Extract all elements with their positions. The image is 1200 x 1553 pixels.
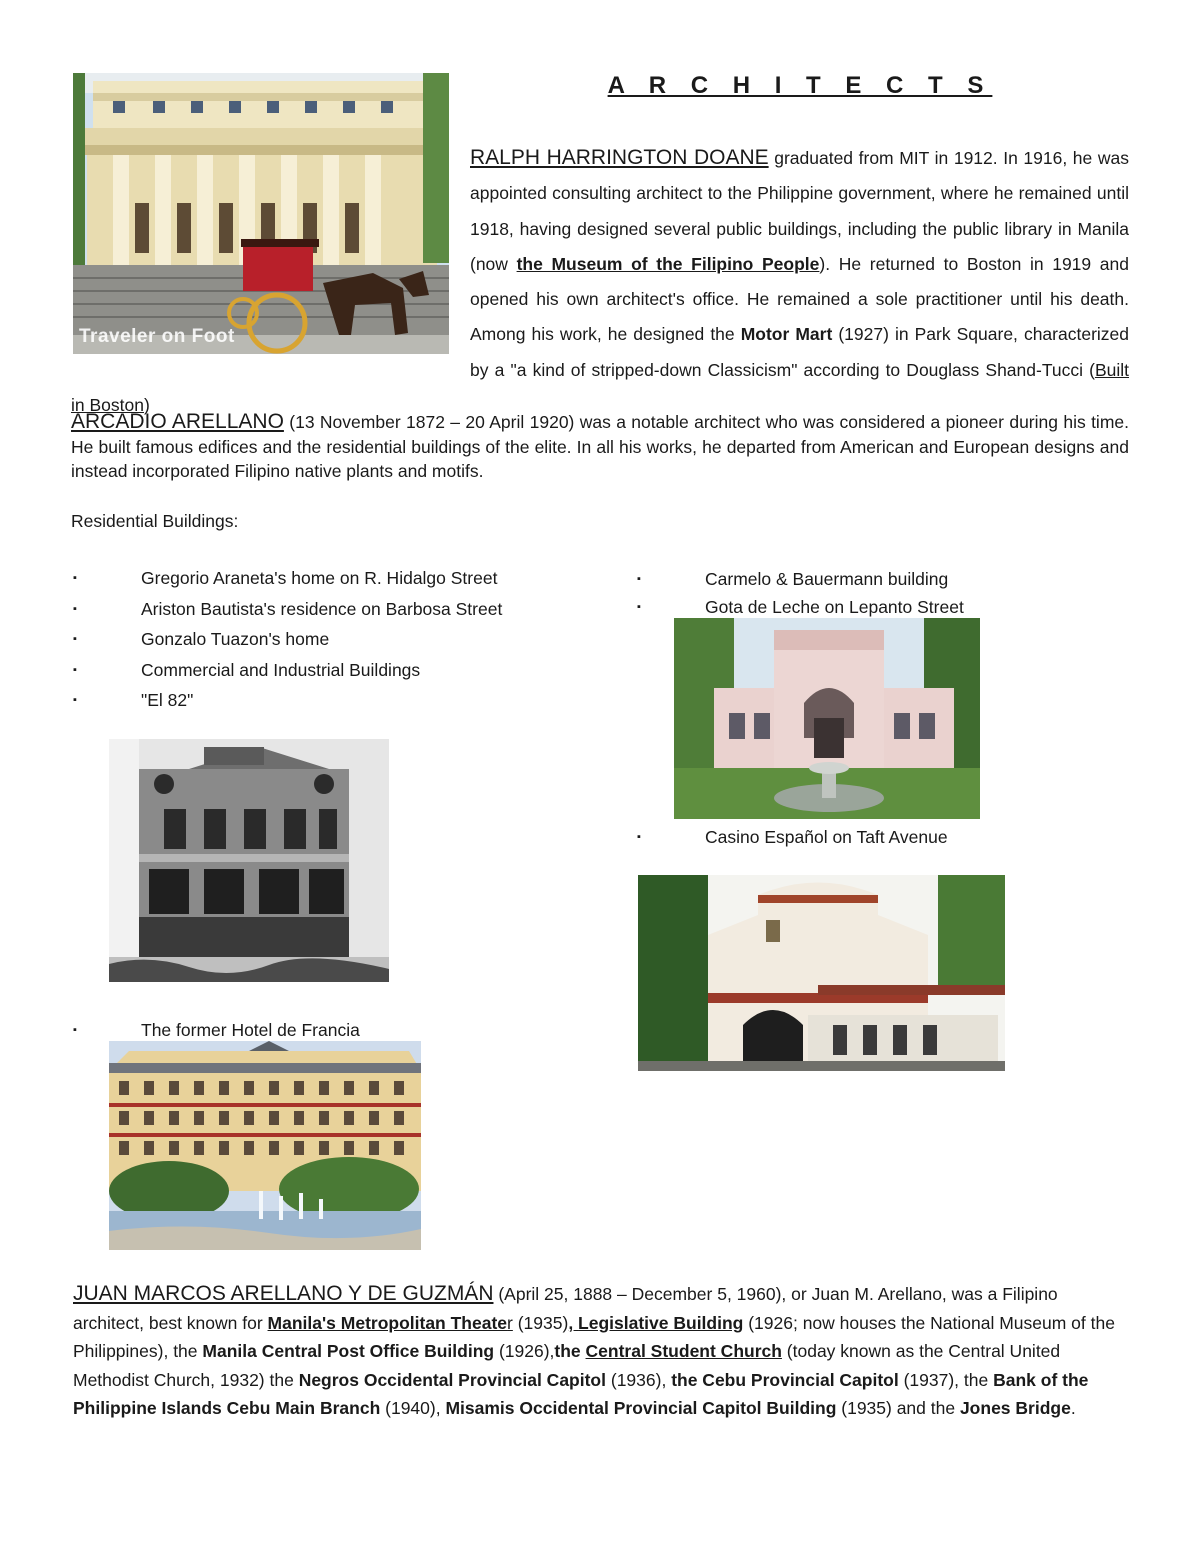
central-student-church-link[interactable]: Central Student Church [585, 1341, 782, 1361]
bullet-icon: ▪ [73, 633, 77, 645]
list-item-label: "El 82" [141, 690, 194, 710]
list-item-label: Gonzalo Tuazon's home [141, 629, 330, 649]
list-item-label: Gregorio Araneta's home on R. Hidalgo Street [141, 568, 498, 588]
metropolitan-theater-link[interactable]: Manila's Metropolitan Theate [267, 1312, 508, 1333]
bullet-icon: ▪ [637, 831, 641, 843]
built-in-boston-link[interactable]: Built in Boston [71, 359, 1129, 416]
bpi-cebu-branch: Bank of the Philippine Islands Cebu Main Branch [73, 1369, 1089, 1418]
list-item-label: Commercial and Industrial Buildings [141, 660, 421, 680]
juan-text: the [554, 1341, 586, 1361]
juan-text: (1926; now houses the National Museum of the Philippines), the [73, 1312, 1115, 1361]
arcadio-paragraph [71, 410, 1129, 484]
juan-text: (today known as the Central United Methodist Church, 1932) the [73, 1341, 1061, 1390]
list-item-label: Gota de Leche on Lepanto Street [705, 597, 964, 617]
museum-link[interactable]: the Museum of the Filipino People [516, 253, 820, 274]
bullet-icon: ▪ [637, 601, 641, 613]
residential-label: Residential Buildings: [71, 511, 239, 531]
misamis-capitol: Misamis Occidental Provincial Capitol Building [445, 1398, 837, 1418]
doane-text-3: (1927) in Park Square, characterized by a "a kind of stripped-down Classicism" according to Douglass Shand-Tucci ( [470, 324, 1130, 380]
doane-text-1: graduated from MIT in 1912. In 1916, he was appointed consulting architect to the Philippine government, where he remained until 1918, having designed several public buildings, including the public library in Manila (now [470, 148, 1129, 274]
juan-text: (1936), [606, 1369, 672, 1390]
gota-de-leche-photo [674, 618, 980, 819]
casino-espanol-photo [638, 875, 1005, 1071]
juan-paragraph [73, 1280, 1129, 1423]
list-item-label: Casino Español on Taft Avenue [705, 827, 948, 847]
bullet-icon: ▪ [73, 664, 77, 676]
juan-text: (1937), the [898, 1369, 994, 1390]
el82-photo [109, 739, 389, 982]
juan-text: (April 25, 1888 – December 5, 1960), or Juan M. Arellano, was a Filipino architect, best known for [73, 1284, 1058, 1333]
juan-text: (1926), [494, 1341, 555, 1361]
list-item-label: The former Hotel de Francia [141, 1020, 360, 1040]
photo-watermark: Traveler on Foot [79, 326, 235, 347]
juan-text: r [507, 1312, 513, 1333]
bullet-icon: ▪ [73, 1024, 77, 1036]
doane-name: RALPH HARRINGTON DOANE [470, 146, 769, 169]
cebu-capitol: the Cebu Provincial Capitol [671, 1369, 899, 1390]
bullet-icon: ▪ [73, 694, 77, 706]
page-title: A R C H I T E C T S [607, 72, 993, 99]
juan-text: (1935) and the [836, 1398, 960, 1418]
motor-mart: Motor Mart [740, 324, 833, 345]
juan-text: (1940), [380, 1398, 446, 1418]
juan-text: (1935) [512, 1312, 569, 1333]
juan-name: JUAN MARCOS ARELLANO Y DE GUZMÁN [73, 1282, 494, 1305]
list-item-label: Carmelo & Bauermann building [705, 569, 949, 589]
legislative-building-link[interactable]: Legislative Building [578, 1312, 744, 1333]
bullet-icon: ▪ [637, 573, 641, 585]
juan-text: , [568, 1312, 579, 1333]
arcadio-name: ARCADIO ARELLANO [71, 410, 284, 433]
doane-paragraph [71, 140, 1129, 423]
list-item-label: Ariston Bautista's residence on Barbosa Street [141, 599, 503, 619]
juan-text: . [1070, 1398, 1076, 1418]
photo-float-spacer [71, 140, 470, 353]
bullet-icon: ▪ [73, 603, 77, 615]
jones-bridge: Jones Bridge [959, 1398, 1071, 1418]
arcadio-text: (13 November 1872 – 20 April 1920) was a notable architect who was considered a pioneer during his time. He built famous edifices and the residential buildings of the elite. In all his works, he departed from American and European designs and instead incorporated Filipino native plants and motifs. [71, 412, 1129, 481]
negros-capitol: Negros Occidental Provincial Capitol [298, 1369, 606, 1390]
doane-text-2: ). He returned to Boston in 1919 and opened his own architect's office. He remained a sole practitioner until his death. Among his work, he designed the [470, 253, 1129, 345]
post-office-building: Manila Central Post Office Building [202, 1341, 495, 1361]
bullet-icon: ▪ [73, 572, 77, 584]
hotel-de-francia-photo [109, 1041, 421, 1250]
doane-text-4: ) [143, 395, 150, 416]
